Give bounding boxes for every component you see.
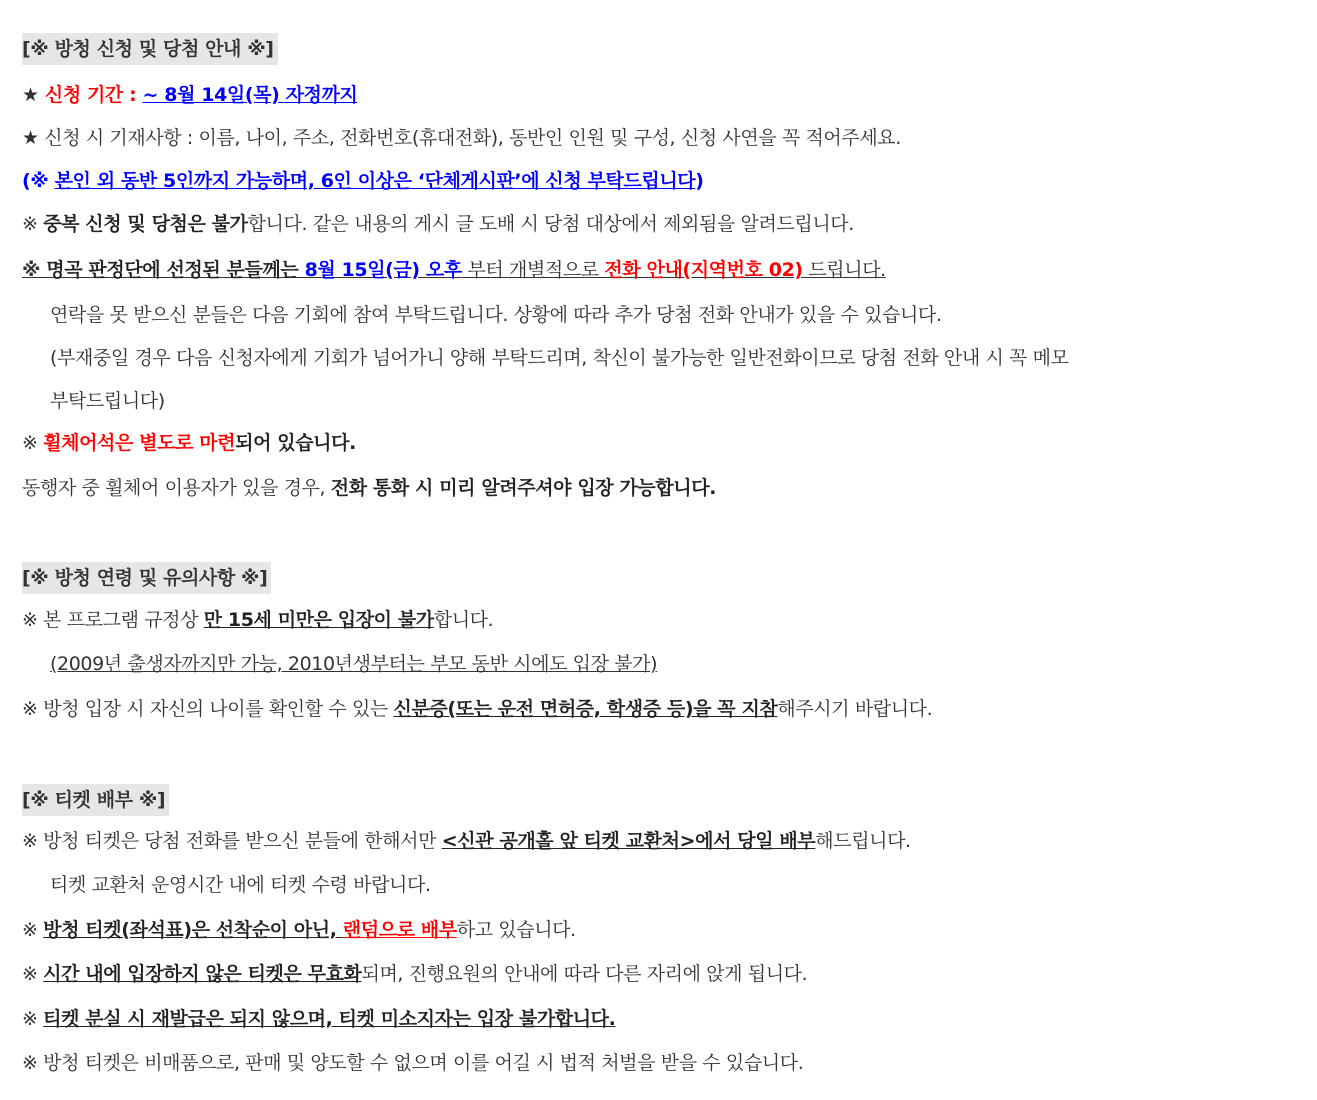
reference-mark: ※ — [22, 1008, 44, 1030]
required-items-line: ★ 신청 시 기재사항 : 이름, 나이, 주소, 전화번호(휴대전화), 동반인 인원 및 구성, 신청 사연을 꼭 적어주세요. — [22, 127, 901, 149]
random-red: 랜덤으로 배부 — [342, 919, 457, 941]
call-date: 8월 15일(금) 오후 — [304, 259, 462, 281]
age-note-line: (2009년 출생자까지만 가능, 2010년생부터는 부모 동반 시에도 입장 불가) — [50, 653, 658, 675]
section-header-apply: [※ 방청 신청 및 당첨 안내 ※] — [22, 33, 278, 65]
section-header-age: [※ 방청 연령 및 유의사항 ※] — [22, 562, 271, 594]
invalid-bold: 시간 내에 입장하지 않은 티켓은 무효화 — [43, 963, 362, 985]
ticket-distribution-line — [22, 827, 911, 855]
call-phone: 전화 안내(지역번호 02) — [604, 259, 803, 281]
call-selected: 명곡 판정단에 선정된 분들께는 — [46, 259, 305, 281]
reference-mark: ※ — [22, 259, 47, 281]
resale-line: ※ 방청 티켓은 비매품으로, 판매 및 양도할 수 없으며 이를 어길 시 법적 처벌을 받을 수 있습니다. — [22, 1052, 804, 1074]
wheelchair-red: 휠체어석은 별도로 마련 — [43, 432, 236, 454]
duplicate-bold: 중복 신청 및 당첨은 불가 — [43, 213, 248, 235]
id-bold: 신분증(또는 운전 면허증, 학생증 등)을 꼭 지참 — [393, 698, 778, 720]
lost-ticket-line — [22, 1005, 615, 1033]
absent-line-2: 부탁드립니다) — [50, 390, 165, 412]
age-bold: 만 15세 미만은 입장이 불가 — [203, 609, 434, 631]
age-post: 합니다. — [433, 609, 494, 631]
random-post: 하고 있습니다. — [456, 919, 576, 941]
wheelchair-line — [22, 429, 356, 457]
call-notice-line — [22, 256, 886, 284]
wheelchair-rest: 되어 있습니다. — [235, 432, 356, 454]
invalid-ticket-line — [22, 960, 807, 988]
absent-line-1: (부재중일 경우 다음 신청자에게 기회가 넘어가니 양해 부탁드리며, 착신이 불가능한 일반전화이므로 당첨 전화 안내 시 꼭 메모 — [50, 347, 1069, 369]
dist-post: 해드립니다. — [815, 830, 911, 852]
call-individually: 부터 개별적으로 — [461, 259, 605, 281]
period-value: ~ 8월 14일(목) 자정까지 — [142, 84, 358, 106]
id-required-line — [22, 695, 932, 723]
reference-mark: ※ — [22, 963, 44, 985]
reference-mark: ※ — [22, 919, 44, 941]
group-open: (※ — [22, 170, 55, 192]
age-pre: ※ 본 프로그램 규정상 — [22, 609, 204, 631]
apply-period-line — [22, 81, 357, 109]
group-notice-line — [22, 167, 704, 195]
id-post: 해주시기 바랍니다. — [777, 698, 933, 720]
invalid-post: 되며, 진행요원의 안내에 따라 다른 자리에 앉게 됩니다. — [361, 963, 808, 985]
lost-bold: 티켓 분실 시 재발급은 되지 않으며, 티켓 미소지자는 입장 불가합니다. — [43, 1008, 616, 1030]
duplicate-notice-line — [22, 210, 854, 238]
id-pre: ※ 방청 입장 시 자신의 나이를 확인할 수 있는 — [22, 698, 394, 720]
random-seat-line — [22, 916, 576, 944]
duplicate-rest: 합니다. 같은 내용의 게시 글 도배 시 당첨 대상에서 제외됨을 알려드립니다. — [247, 213, 854, 235]
reference-mark: ※ — [22, 213, 44, 235]
period-label: 신청 기간 : — [44, 84, 143, 106]
call-end: 드립니다. — [802, 259, 886, 281]
random-bold: 방청 티켓(좌석표)은 선착순이 아닌, — [43, 919, 343, 941]
wheelchair-note-bold: 전화 통화 시 미리 알려주셔야 입장 가능합니다. — [330, 477, 717, 499]
dist-pre: ※ 방청 티켓은 당첨 전화를 받으신 분들에 한해서만 — [22, 830, 442, 852]
missed-call-line: 연락을 못 받으신 분들은 다음 기회에 참여 부탁드립니다. 상황에 따라 추가 당첨 전화 안내가 있을 수 있습니다. — [50, 304, 942, 326]
ticket-hours-line: 티켓 교환처 운영시간 내에 티켓 수령 바랍니다. — [50, 874, 431, 896]
dist-bold: <신관 공개홀 앞 티켓 교환처>에서 당일 배부 — [441, 830, 816, 852]
group-notice-text: 본인 외 동반 5인까지 가능하며, 6인 이상은 ‘단체게시판’에 신청 부탁드립니다 — [54, 170, 696, 192]
star-icon: ★ — [22, 84, 45, 106]
section-header-ticket: [※ 티켓 배부 ※] — [22, 784, 169, 816]
age-limit-line — [22, 606, 493, 634]
reference-mark: ※ — [22, 432, 44, 454]
group-close: ) — [695, 170, 704, 192]
wheelchair-note-plain: 동행자 중 휠체어 이용자가 있을 경우, — [22, 477, 331, 499]
wheelchair-note-line — [22, 474, 716, 502]
